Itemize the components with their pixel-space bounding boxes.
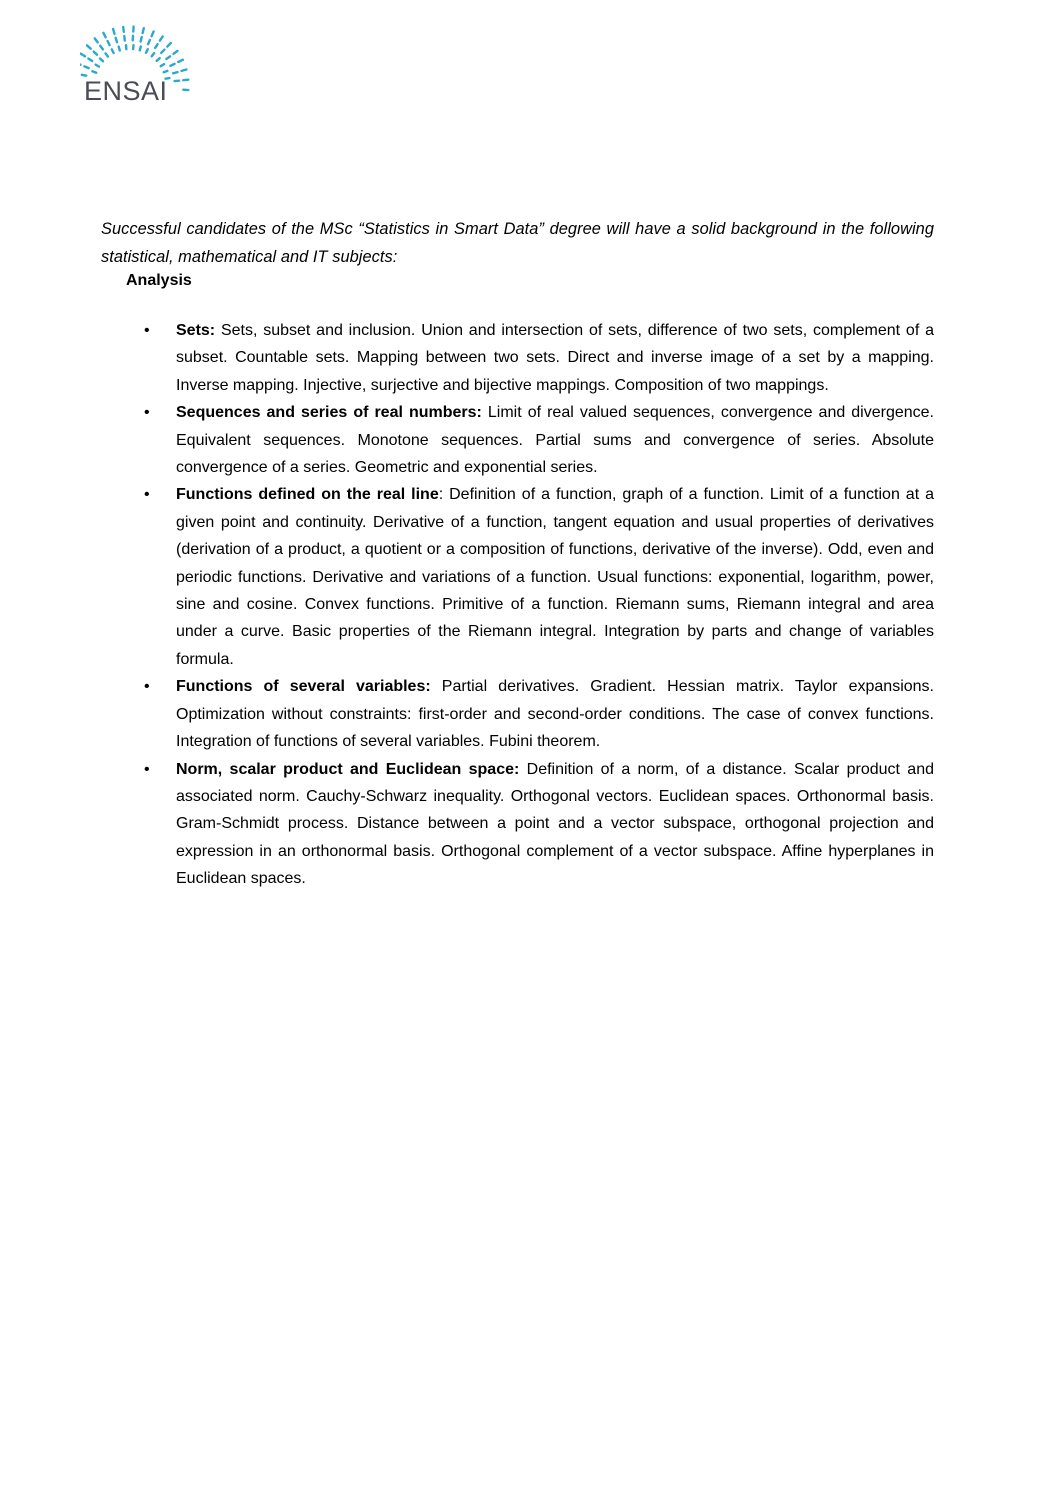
- ensai-logo: [80, 15, 200, 155]
- section-title: Analysis: [126, 272, 192, 289]
- list-item: [141, 673, 934, 755]
- topic-body: Sets, subset and inclusion. Union and intersection of sets, difference of two sets, complement of a subset. Countable sets. Mapping between two sets. Direct and inverse image of a set by a mapping. Inverse mapping. Injective, surjective and bijective mappings. Composition of two mappings.: [176, 322, 934, 394]
- topic-body: Partial derivatives. Gradient. Hessian matrix. Taylor expansions. Optimization without constraints: first-order and second-order conditions. The case of convex functions. Integration of functions of several variables. Fubini theorem.: [176, 678, 934, 751]
- topic-list: [141, 317, 934, 893]
- bullet-icon: •: [144, 322, 150, 339]
- topic-title: Norm, scalar product and Euclidean space:: [176, 760, 520, 778]
- bullet-icon: •: [144, 760, 150, 778]
- list-item: [141, 317, 934, 399]
- topic-body: : Definition of a function, graph of a function. Limit of a function at a given point and continuity. Derivative of a function, tangent equation and usual properties of derivatives (derivation of a product, a quotient or a composition of functions, derivative of the inverse). Odd, even and periodic functions. Derivative and variations of a function. Usual functions: exponential, logarithm, power, sine and cosine. Convex functions. Primitive of a function. Riemann sums, Riemann integral and area under a curve. Basic properties of the Riemann integral. Integration by parts and change of variables formula.: [176, 486, 934, 668]
- bullet-icon: •: [144, 678, 150, 696]
- topic-title: Functions defined on the real line: [176, 486, 439, 504]
- topic-title: Sequences and series of real numbers:: [176, 404, 482, 422]
- list-item: [141, 756, 934, 893]
- topic-body: Limit of real valued sequences, convergence and divergence. Equivalent sequences. Monotone sequences. Partial sums and convergence of series. Absolute convergence of a series. Geometric and exponential series.: [176, 404, 934, 477]
- bullet-icon: •: [144, 486, 150, 504]
- topic-title: Sets:: [176, 322, 216, 339]
- intro-paragraph: Successful candidates of the MSc “Statistics in Smart Data” degree will have a solid background in the following statistical, mathematical and IT subjects:: [101, 220, 934, 266]
- topic-body: Definition of a norm, of a distance. Scalar product and associated norm. Cauchy-Schwarz inequality. Orthogonal vectors. Euclidean spaces. Orthonormal basis. Gram-Schmidt process. Distance between a point and a vector subspace, orthogonal projection and expression in an orthonormal basis. Orthogonal complement of a vector subspace. Affine hyperplanes in Euclidean spaces.: [176, 760, 934, 888]
- bullet-icon: •: [144, 404, 150, 422]
- list-item: [141, 399, 934, 481]
- topic-title: Functions of several variables:: [176, 678, 431, 696]
- list-item: [141, 481, 934, 673]
- logo-text: ENSAI: [84, 76, 168, 106]
